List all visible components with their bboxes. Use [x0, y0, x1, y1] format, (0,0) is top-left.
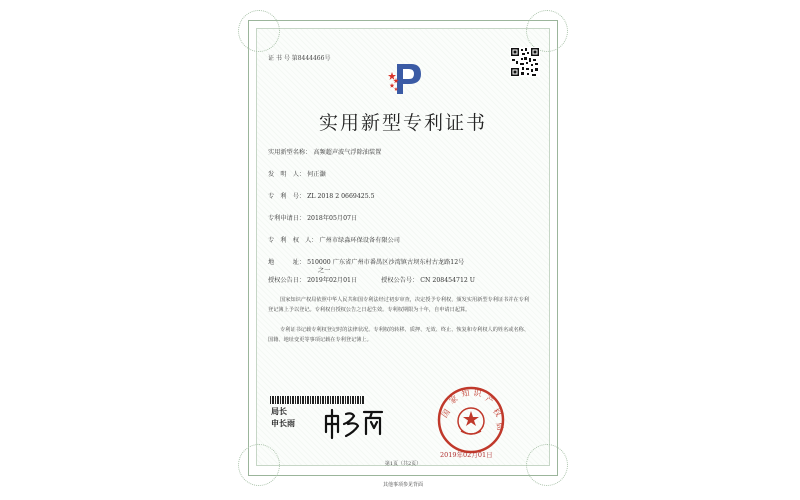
field-value: 2019年02月01日 — [307, 277, 358, 284]
director-name: 申长雨 — [271, 418, 295, 428]
field-label: 授权公告日： — [268, 277, 306, 284]
qr-code-icon — [510, 47, 540, 77]
field-label: 专 利 权 人： — [268, 237, 318, 244]
field-value: ZL 2018 2 0669425.5 — [307, 193, 375, 200]
field-value: CN 208454712 U — [420, 277, 476, 284]
field-address-continued — [316, 265, 330, 274]
field-value: 何正灏 — [307, 171, 326, 178]
field-label: 发 明 人： — [268, 171, 306, 178]
field-value: 510000 广东省广州市番禺区沙湾镇古坝东村古龙路12号 — [307, 259, 465, 266]
corner-ornament-top-left — [238, 10, 280, 52]
certificate-number: 证 书 号 第8444466号 — [268, 55, 331, 62]
corner-ornament-top-right — [526, 10, 568, 52]
field-label: 实用新型名称： — [268, 149, 312, 156]
svg-text:知: 知 — [460, 388, 471, 399]
svg-text:产: 产 — [483, 393, 496, 406]
field-patentee — [268, 235, 400, 244]
field-label: 专 利 号： — [268, 193, 306, 200]
page-number: 第1页（共2页） — [384, 461, 422, 467]
certificate-statement-paragraph: 国家知识产权局依照中华人民共和国专利法经过初步审查，决定授予专利权，颁发实用新型专利证书并在专利登记簿上予以登记。专利权自授权公告之日起生效。专利权期限为十年，自申请日起算。 — [268, 297, 530, 313]
field-value: 高频超声波气浮除油装置 — [313, 149, 382, 156]
cnipa-logo-icon — [383, 58, 423, 98]
director-title: 局长 — [271, 406, 287, 416]
svg-text:局: 局 — [494, 421, 505, 432]
field-grant-date — [268, 275, 475, 284]
svg-text:识: 识 — [472, 388, 483, 399]
official-seal — [436, 385, 506, 455]
seal-date: 2019年02月01日 — [440, 451, 493, 459]
patent-certificate — [248, 20, 558, 488]
certificate-title: 实用新型专利证书 — [318, 112, 487, 134]
field-value: 2018年05月07日 — [307, 215, 358, 222]
svg-text:家: 家 — [447, 393, 460, 406]
field-value: 之一 — [318, 267, 331, 274]
certificate-notice-paragraph: 专利证书记载专利权登记时的法律状况。专利权的转移、质押、无效、终止、恢复和专利权人的姓名或名称、国籍、地址变更等事项记载在专利登记簿上。 — [268, 327, 530, 343]
field-label: 授权公告号： — [381, 277, 419, 284]
field-label: 地 址： — [268, 259, 306, 266]
field-value: 广州市绿淼环保设备有限公司 — [319, 237, 400, 244]
footer-note: 其他事项参见背面 — [382, 482, 423, 488]
svg-text:权: 权 — [491, 406, 504, 419]
svg-text:国: 国 — [439, 407, 452, 420]
field-patent-number — [268, 191, 375, 200]
field-address — [268, 257, 464, 266]
field-filing-date — [268, 213, 357, 222]
field-inventor — [268, 169, 326, 178]
barcode — [270, 396, 364, 404]
field-label: 专利申请日： — [268, 215, 306, 222]
field-utility-model-name — [268, 147, 381, 156]
director-signature — [322, 406, 386, 440]
